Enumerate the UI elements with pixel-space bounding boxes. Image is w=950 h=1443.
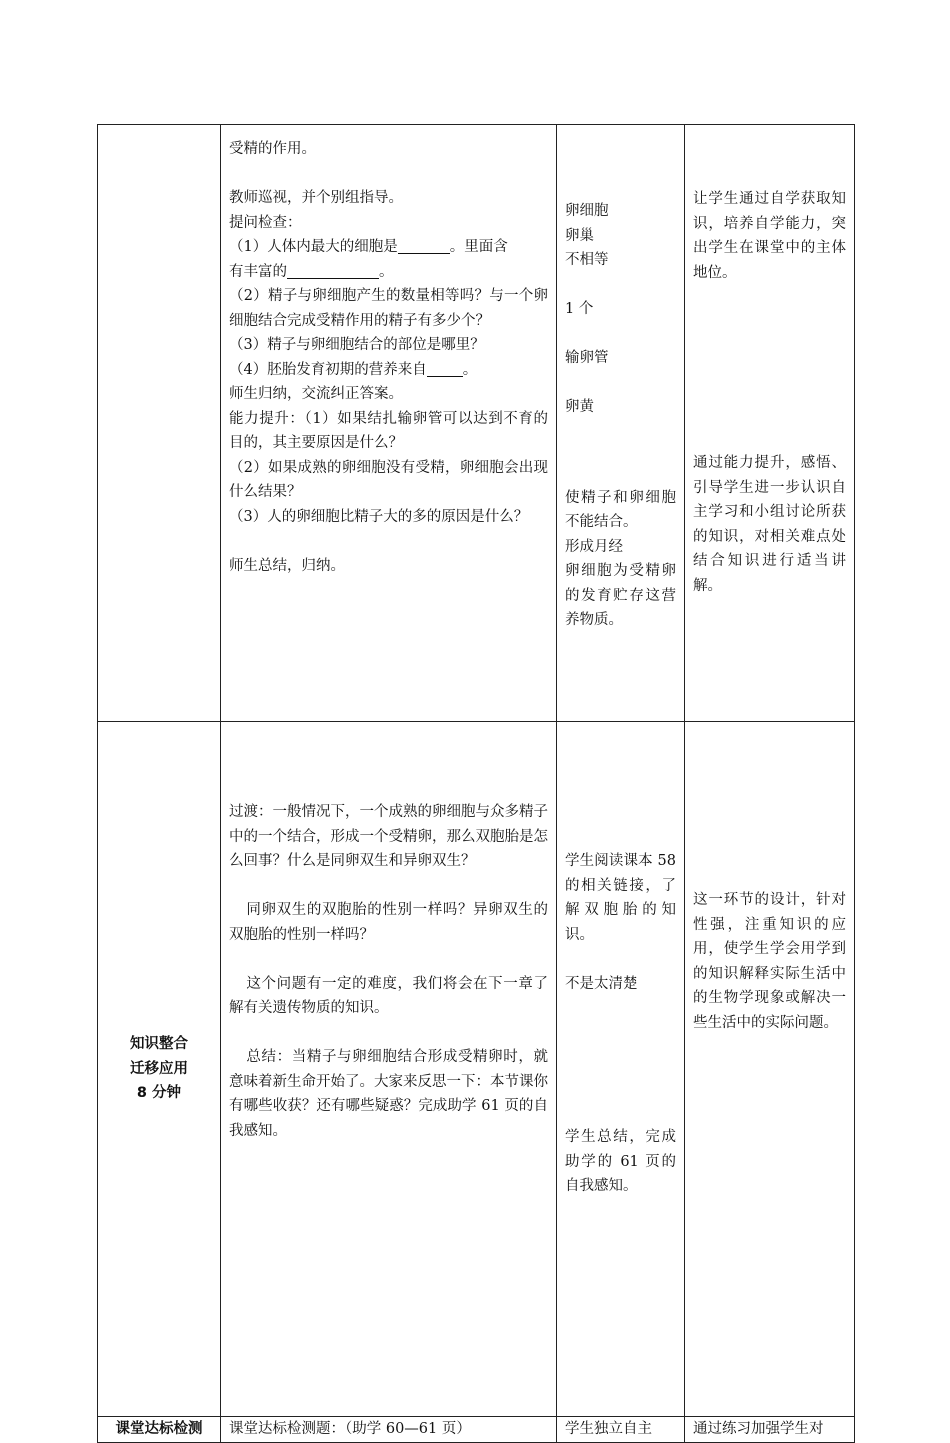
question-4-text: （4）胚胎发育初期的营养来自 [229, 361, 427, 378]
text-line-empty [229, 529, 548, 554]
stage-cell: 课堂达标检测 [98, 1417, 221, 1443]
lesson-plan-table [97, 124, 855, 1443]
table-row-self-study [98, 125, 855, 722]
answer-line: 卵细胞 [565, 203, 609, 219]
student-activity-cell [557, 125, 685, 722]
intent-text: 这一环节的设计，针对性强，注重知识的应用，使学生学会用学到的知识解释实际生活中的生物学现象或解决一些生活中的实际问题。 [693, 892, 846, 1031]
answer-line: 输卵管 [565, 350, 609, 366]
answer-blank [398, 237, 450, 254]
answer-line-empty [565, 322, 676, 347]
question-1b-tail: 。 [379, 263, 394, 280]
text-line-empty [229, 162, 548, 187]
student-activity-text: 学生阅读课本 58 的相关链接，了解双胞胎的知识。 [565, 853, 676, 943]
stage-cell [98, 722, 221, 1417]
answer-blank [287, 262, 379, 279]
answer-line-empty [565, 371, 676, 396]
answer-block: 卵细胞为受精卵的发育贮存这营养物质。 [565, 563, 676, 628]
question-4 [229, 358, 548, 383]
student-activity-text: 学生总结，完成助学的 61 页的自我感知。 [565, 1129, 676, 1194]
stage-label: 迁移应用 [130, 1060, 188, 1077]
answer-line-empty [565, 273, 676, 298]
answer-line: 卵黄 [565, 399, 594, 415]
summary-paragraph: 总结：当精子与卵细胞结合形成受精卵时，就意味着新生命开始了。大家来反思一下：本节课你有哪些收获？还有哪些疑惑？完成助学 61 页的自我感知。 [229, 1049, 548, 1139]
answer-block: 使精子和卵细胞不能结合。 [565, 489, 676, 530]
ability-question-3: （3）人的卵细胞比精子大的多的原因是什么？ [229, 508, 529, 525]
student-activity-text: 不是太清楚 [565, 975, 638, 992]
text-line: 提问检查： [229, 214, 302, 231]
intent-text: 让学生通过自学获取知识，培养自学能力，突出学生在课堂中的主体地位。 [693, 191, 846, 281]
design-intent-cell [685, 125, 855, 722]
table-row-knowledge-integration [98, 722, 855, 1417]
text-line: 师生归纳，交流纠正答案。 [229, 386, 403, 402]
stage-label: 知识整合 [130, 1036, 188, 1053]
ability-question-2: （2）如果成熟的卵细胞没有受精，卵细胞会出现什么结果？ [229, 459, 548, 500]
intent-text: 通过能力提升，感悟、引导学生进一步认识自主学习和小组讨论所获的知识，对相关难点处结合知识进行适当讲解。 [693, 455, 846, 594]
question-4-tail: 。 [462, 361, 478, 378]
teacher-activity-cell [221, 125, 557, 722]
answer-line: 不相等 [565, 252, 609, 268]
text-line: 受精的作用。 [229, 141, 316, 157]
design-intent-cell [685, 722, 855, 1417]
transition-paragraph: 过渡：一般情况下，一个成熟的卵细胞与众多精子中的一个结合，形成一个受精卵，那么双胞胎是怎么回事？什么是同卵双生和异卵双生？ [229, 804, 548, 869]
ability-question-1: 能力提升：（1）如果结扎输卵管可以达到不育的目的，其主要原因是什么？ [229, 410, 548, 451]
question-1-continued [229, 260, 548, 285]
question-1-text: （1）人体内最大的细胞是 [229, 239, 398, 255]
twins-question-paragraph: 同卵双生的双胞胎的性别一样吗？异卵双生的双胞胎的性别一样吗？ [229, 902, 548, 943]
student-activity-cell: 学生独立自主 [557, 1417, 685, 1443]
question-1b-text: 有丰富的 [229, 263, 287, 280]
stage-cell-empty [98, 125, 221, 722]
stage-duration: 8 分钟 [136, 1085, 182, 1102]
student-activity-cell [557, 722, 685, 1417]
design-intent-cell: 通过练习加强学生对 [685, 1417, 855, 1443]
text-line: 师生总结，归纳。 [229, 557, 345, 574]
table-row-classroom-test [98, 1417, 855, 1443]
answer-line: 卵巢 [565, 227, 594, 244]
question-3: （3）精子与卵细胞结合的部位是哪里？ [229, 337, 485, 353]
question-1-tail: 。里面含 [449, 239, 508, 255]
answer-blank [427, 360, 463, 377]
question-2: （2）精子与卵细胞产生的数量相等吗？与一个卵细胞结合完成受精作用的精子有多少个？ [229, 288, 548, 329]
teacher-activity-cell [221, 722, 557, 1417]
question-1 [229, 235, 548, 260]
text-line: 教师巡视，并个别组指导。 [229, 190, 403, 206]
note-paragraph: 这个问题有一定的难度，我们将会在下一章了解有关遗传物质的知识。 [229, 975, 548, 1016]
answer-block: 形成月经 [565, 538, 623, 555]
teacher-activity-cell: 课堂达标检测题：（助学 60—61 页） [221, 1417, 557, 1443]
answer-line: 1 个 [565, 301, 594, 317]
